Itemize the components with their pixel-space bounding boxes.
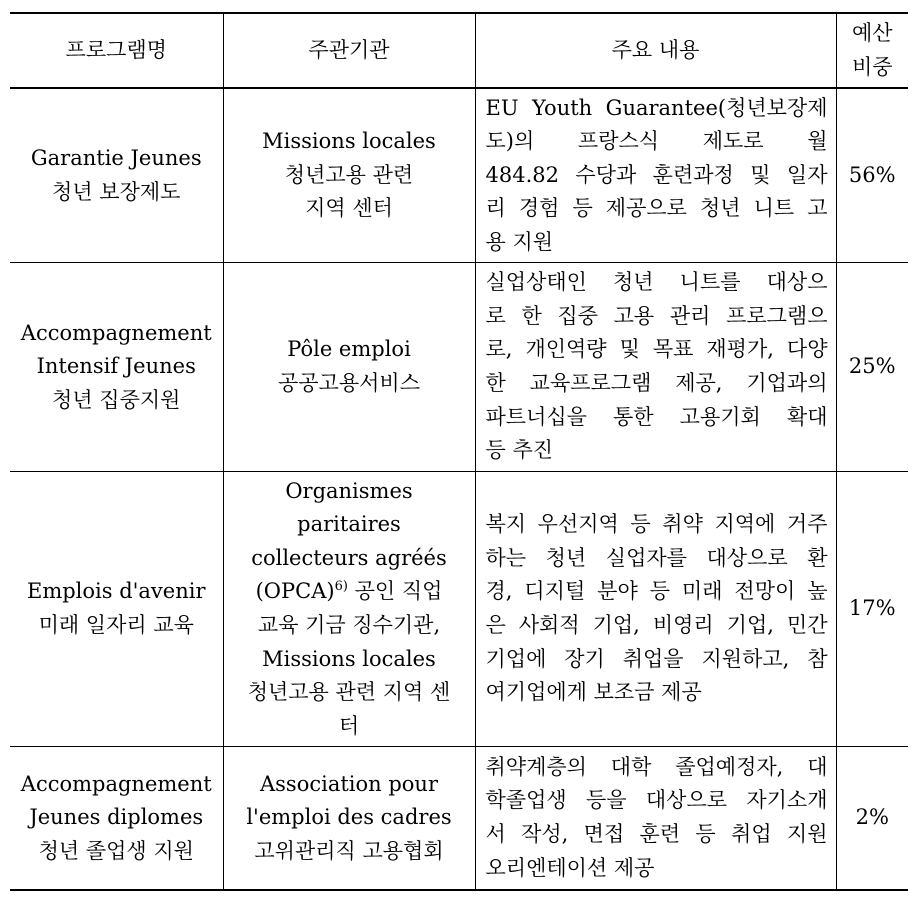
table-row (10, 747, 908, 891)
program-name-line: 청년 보장제도 (52, 179, 181, 204)
program-name-line: 청년 졸업생 지원 (38, 838, 194, 863)
header-program: 프로그램명 (10, 13, 223, 88)
agency-line: Organismes (285, 478, 413, 503)
content-line: 서 작성, 면접 훈련 등 취업 지원 (485, 822, 828, 846)
budget-share-cell: 17% (836, 472, 908, 747)
header-budget-line1: 예산 (851, 20, 893, 45)
content-line: 용 지원 (485, 229, 554, 254)
program-cell (10, 747, 223, 891)
content-line: 하는 청년 실업자를 대상으로 환 (485, 545, 828, 570)
table-row (10, 88, 908, 263)
agency-line: 청년고용 관련 (284, 162, 414, 187)
program-name-line: Intensif Jeunes (36, 354, 196, 379)
content-cell (475, 472, 836, 747)
program-cell (10, 263, 223, 472)
content-line: EU Youth Guarantee(청년보장제 (485, 95, 828, 120)
content-line: 취약계층의 대학 졸업예정자, 대 (485, 754, 828, 779)
agency-line: Missions locales (262, 129, 436, 154)
table-row (10, 472, 908, 747)
header-budget-share (836, 13, 908, 88)
agency-line: l'emploi des cadres (246, 805, 452, 830)
agency-line-rest: 공인 직업 (347, 579, 443, 604)
table-header (10, 13, 908, 88)
content-line: 로, 개인역량 및 목표 재평가, 다양 (485, 337, 828, 362)
agency-line: 지역 센터 (305, 196, 393, 221)
agency-line: 터 (338, 713, 360, 738)
agency-line: 고위관리직 고용협회 (254, 838, 444, 863)
agency-cell (223, 263, 475, 472)
content-cell (475, 263, 836, 472)
content-line: 복지 우선지역 등 취약 지역에 거주 (485, 512, 828, 537)
header-budget-line2: 비중 (851, 54, 893, 79)
agency-line: Pôle emploi (287, 337, 411, 362)
content-line: 로 한 집중 고용 관리 프로그램으 (485, 303, 828, 328)
agency-line: paritaires (297, 512, 401, 537)
agency-line: Missions locales (262, 646, 436, 671)
agency-cell (223, 747, 475, 891)
agency-line: Association pour (259, 771, 438, 796)
header-agency: 주관기관 (223, 13, 475, 88)
program-name-line: Accompagnement (20, 320, 212, 345)
program-name-line: 미래 일자리 교육 (38, 613, 194, 637)
program-name-line: 청년 집중지원 (52, 387, 181, 412)
opca-abbreviation: (OPCA) (255, 579, 335, 604)
program-table (10, 12, 908, 891)
header-row (10, 13, 908, 88)
program-name-line: Accompagnement (20, 771, 212, 796)
content-line: 경, 디지털 분야 등 미래 전망이 높 (485, 579, 828, 604)
header-content: 주요 내용 (475, 13, 836, 88)
content-cell (475, 88, 836, 263)
agency-line: 교육 기금 징수기관, (257, 613, 441, 637)
content-line: 오리엔테이션 제공 (485, 855, 655, 880)
agency-line: 공공고용서비스 (277, 371, 420, 395)
program-cell (10, 472, 223, 747)
budget-share-cell: 2% (836, 747, 908, 891)
agency-cell (223, 472, 475, 747)
content-line: 등 추진 (485, 438, 554, 463)
content-line: 학졸업생 등을 대상으로 자기소개 (485, 788, 828, 813)
agency-line (230, 575, 469, 609)
program-cell (10, 88, 223, 263)
agency-line: 청년고용 관련 지역 센 (247, 680, 451, 705)
content-cell (475, 747, 836, 891)
content-line: 은 사회적 기업, 비영리 기업, 민간 (485, 613, 828, 637)
content-line: 한 교육프로그램 제공, 기업과의 (485, 371, 828, 395)
footnote-marker: 6) (334, 579, 348, 595)
budget-share-cell: 56% (836, 88, 908, 263)
content-line: 여기업에게 보조금 제공 (485, 680, 702, 705)
program-name-line: Garantie Jeunes (30, 145, 202, 170)
table-body (10, 88, 908, 890)
content-line: 실업상태인 청년 니트를 대상으 (485, 270, 828, 295)
content-line: 도)의 프랑스식 제도로 월 (485, 129, 828, 154)
content-line: 리 경험 등 제공으로 청년 니트 고 (485, 196, 828, 221)
budget-share-cell: 25% (836, 263, 908, 472)
program-name-line: Emplois d'avenir (26, 579, 206, 604)
content-line: 484.82 수당과 훈련과정 및 일자 (485, 162, 828, 187)
content-line: 파트너십을 통한 고용기회 확대 (485, 404, 828, 429)
agency-line: collecteurs agréés (251, 545, 447, 570)
content-line: 기업에 장기 취업을 지원하고, 참 (485, 646, 828, 671)
table-row (10, 263, 908, 472)
agency-cell (223, 88, 475, 263)
program-name-line: Jeunes diplomes (29, 805, 204, 830)
